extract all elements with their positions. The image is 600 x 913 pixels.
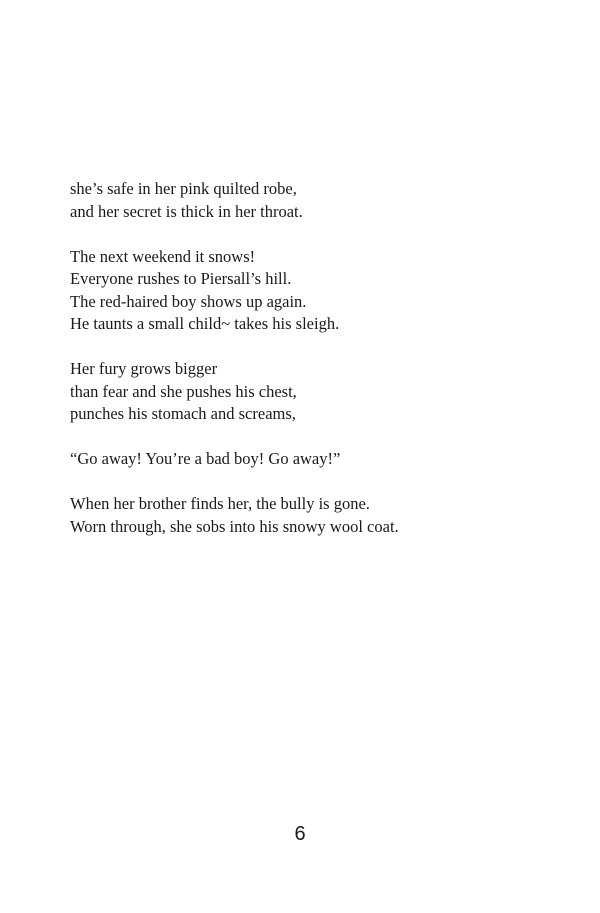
poem-line: Her fury grows bigger [70, 359, 218, 378]
poem-line: and her secret is thick in her throat. [70, 201, 303, 221]
poem-line: When her brother finds her, the bully is gone. [70, 494, 370, 513]
stanza-4 [70, 448, 550, 471]
poem-line: The next weekend it snows! [70, 246, 256, 266]
stanza-5 [70, 493, 550, 538]
stanza-2 [70, 246, 550, 336]
poem-line: Worn through, she sobs into his snowy wool coat. [70, 516, 399, 536]
poem-line: He taunts a small child~ takes his sleigh. [70, 314, 340, 333]
stanza-1 [70, 178, 550, 223]
poem-line: punches his stomach and screams, [70, 404, 296, 423]
poem-line: The red-haired boy shows up again. [70, 291, 307, 311]
poem-line: than fear and she pushes his chest, [70, 381, 297, 401]
poem-body [70, 178, 550, 561]
poem-line: she’s safe in her pink quilted robe, [70, 179, 297, 198]
poem-line: Everyone rushes to Piersall’s hill. [70, 269, 292, 288]
poem-line: “Go away! You’re a bad boy! Go away!” [70, 449, 341, 468]
page-number: 6 [294, 823, 306, 845]
stanza-3 [70, 358, 550, 426]
